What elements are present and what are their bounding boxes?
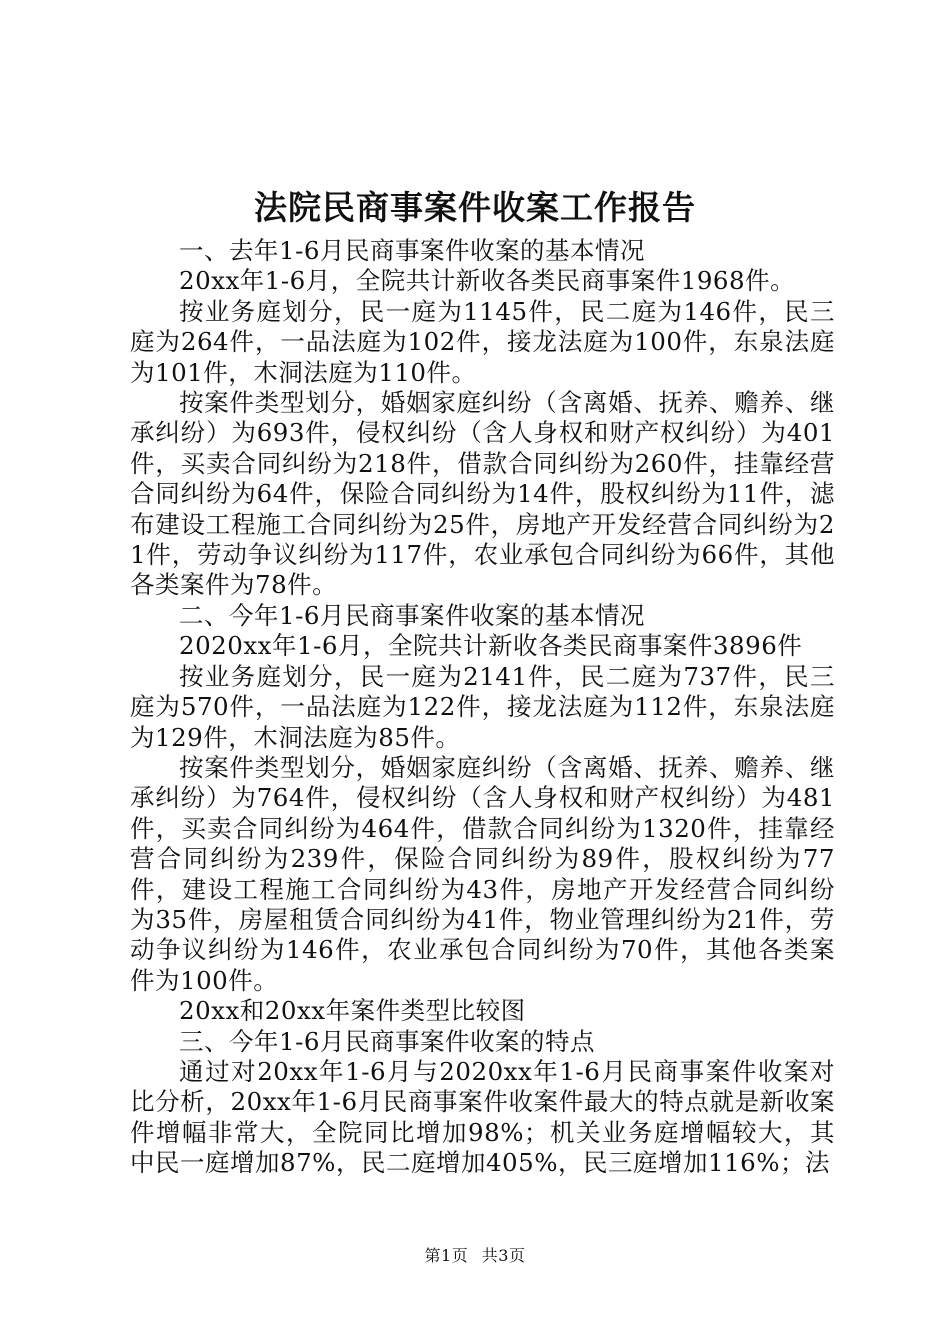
page-total: 共3页	[481, 1246, 526, 1265]
paragraph-last-year-by-type: 按案件类型划分，婚姻家庭纠纷（含离婚、抚养、赡养、继承纠纷）为693件，侵权纠纷（含人身权和财产权纠纷）为401件，买卖合同纠纷为218件，借款合同纠纷为260件，挂靠经营合同纠纷为64件，保险合同纠纷为14件，股权纠纷为11件，滤布建设工程施工合同纠纷为25件，房地产开发经营合同纠纷为21件，劳动争议纠纷为117件，农业承包合同纠纷为66件，其他各类案件为78件。	[130, 388, 835, 600]
paragraph-last-year-total: 20xx年1-6月，全院共计新收各类民商事案件1968件。	[179, 266, 796, 296]
paragraph-last-year-by-division: 按业务庭划分，民一庭为1145件，民二庭为146件，民三庭为264件，一品法庭为102件，接龙法庭为100件，东泉法庭为101件，木洞法庭为110件。	[130, 296, 835, 387]
paragraph-this-year-by-type: 按案件类型划分，婚姻家庭纠纷（含离婚、抚养、赡养、继承纠纷）为764件，侵权纠纷（含人身权和财产权纠纷）为481件，买卖合同纠纷为464件，借款合同纠纷为1320件，挂靠经营合同纠纷为239件，保险合同纠纷为89件，股权纠纷为77件，建设工程施工合同纠纷为43件，房地产开发经营合同纠纷为35件，房屋租赁合同纠纷为41件，物业管理纠纷为21件，劳动争议纠纷为146件，农业承包合同纠纷为70件，其他各类案件为100件。	[130, 752, 835, 995]
paragraph-this-year-total: 2020xx年1-6月，全院共计新收各类民商事案件3896件	[179, 631, 803, 661]
page-number: 第1页	[424, 1246, 469, 1265]
section-heading-2: 二、今年1-6月民商事案件收案的基本情况	[179, 600, 645, 630]
section-heading-1: 一、去年1-6月民商事案件收案的基本情况	[179, 236, 645, 265]
document-title: 法院民商事案件收案工作报告	[254, 188, 696, 227]
chart-caption: 20xx和20xx年案件类型比较图	[179, 996, 526, 1026]
paragraph-this-year-by-division: 按业务庭划分，民一庭为2141件，民二庭为737件，民三庭为570件，一品法庭为122件，接龙法庭为112件，东泉法庭为129件，木洞法庭为85件。	[130, 661, 835, 752]
section-heading-3: 三、今年1-6月民商事案件收案的特点	[179, 1026, 595, 1056]
document-body	[130, 236, 835, 1179]
page-footer	[0, 1244, 950, 1268]
paragraph-characteristics: 通过对20xx年1-6月与2020xx年1-6月民商事案件收案对比分析，20xx年1-6月民商事案件收案件最大的特点就是新收案件增幅非常大，全院同比增加98%；机关业务庭增幅较大，其中民一庭增加87%，民二庭增加405%，民三庭增加116%；法	[130, 1056, 835, 1178]
